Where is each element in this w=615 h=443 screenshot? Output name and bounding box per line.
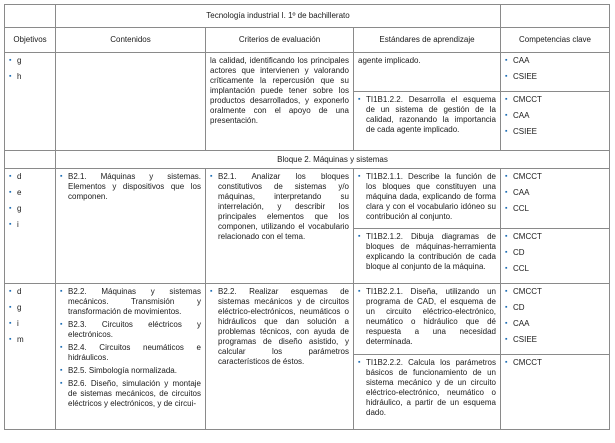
estandar-text: agente implicado. [358,56,421,65]
competencia-item: ▪ CSIEE [505,127,605,137]
estandar-cell [354,169,501,229]
bloque-title: Bloque 2. Máquinas y sistemas [56,151,610,169]
contenido-item: ▪ B2.5. Simbología normalizada. [60,366,201,376]
title-spacer-right [501,5,610,28]
estandar-item: ▪ TI1B2.1.2. Dibuja diagramas de bloques de máquinas-herramienta explicando la contribución de cada bloque al conjunto de la máquina. [358,232,496,272]
competencia-item: ▪ CAA [505,111,605,121]
estandar-item: ▪ TI1B2.2.1. Diseña, utilizando un programa de CAD, el esquema de un circuito eléctrico-electrónico, neumático o hidráulico que dé respuesta a una necesidad determinada. [358,287,496,347]
estandar-item: ▪ TI1B1.2.2. Desarrolla el esquema de un sistema de gestión de la calidad, razonando la importancia de cada agente implicado. [358,95,496,135]
criterio-cell [206,284,354,430]
objetivo-item: ▪ e [9,188,51,198]
estandar-cell [354,355,501,430]
competencias-cell [501,92,610,151]
objetivos-cell [5,284,56,430]
competencias-cell [501,53,610,92]
criterio-cell [206,169,354,284]
objetivo-item: ▪ h [9,72,51,82]
competencia-item: ▪ CAA [505,319,605,329]
table-row [5,53,610,92]
estandar-cell [354,284,501,355]
estandar-cell [354,229,501,284]
contenido-item: ▪ B2.1. Máquinas y sistemas. Elementos y dispositivos que los componen. [60,172,201,202]
header-contenidos: Contenidos [56,28,206,53]
objetivo-item: ▪ g [9,303,51,313]
title-row [5,5,610,28]
column-header-row [5,28,610,53]
objetivo-item: ▪ i [9,220,51,230]
criterio-text: la calidad, identificando los principales actores que intervienen y valorando críticamente la repercusión que su implantación puede tener sobre los productos desarrollados, y exponerlo oralmente con el apoyo de una presentación. [210,56,349,125]
competencia-item: ▪ CAA [505,56,605,66]
objetivo-item: ▪ m [9,335,51,345]
curriculum-table [4,4,610,430]
table-row [5,169,610,229]
header-objetivos: Objetivos [5,28,56,53]
objetivo-item: ▪ g [9,204,51,214]
competencia-item: ▪ CMCCT [505,172,605,182]
criterio-item: ▪ B2.2. Realizar esquemas de sistemas mecánicos y de circuitos eléctrico-electrónicos, neumáticos o hidráulicos que dan solución a problemas técnicos, con ayuda de programas de diseño asistido, y calcular los parámetros característicos de éstos. [210,287,349,367]
competencia-item: ▪ CD [505,303,605,313]
objetivo-item: ▪ d [9,172,51,182]
competencia-item: ▪ CD [505,248,605,258]
competencia-item: ▪ CSIEE [505,72,605,82]
objetivo-item: ▪ i [9,319,51,329]
contenido-item: ▪ B2.4. Circuitos neumáticos e hidráulicos. [60,343,201,363]
table-title: Tecnología industrial I. 1º de bachillerato [56,5,501,28]
competencia-item: ▪ CCL [505,264,605,274]
header-estandares: Estándares de aprendizaje [354,28,501,53]
objetivos-cell [5,169,56,284]
criterio-cell [206,53,354,151]
estandar-cell [354,53,501,92]
competencias-cell [501,284,610,355]
estandar-item: ▪ TI1B2.2.2. Calcula los parámetros básicos de funcionamiento de un sistema mecánico y de un circuito eléctrico-electrónico, neumático o hidráulico, a partir de un esquema dado. [358,358,496,418]
competencia-item: ▪ CSIEE [505,335,605,345]
bloque-row [5,151,610,169]
competencias-cell [501,169,610,229]
contenidos-cell [56,53,206,151]
criterio-item: ▪ B2.1. Analizar los bloques constitutivos de sistemas y/o máquinas, interpretando su interrelación, y describir los principales elementos que los componen, utilizando el vocabulario relacionado con el tema. [210,172,349,242]
objetivos-cell [5,53,56,151]
objetivo-item: ▪ d [9,287,51,297]
table-row [5,284,610,355]
objetivo-item: ▪ g [9,56,51,66]
estandar-cell [354,92,501,151]
competencias-cell [501,355,610,430]
title-spacer [5,5,56,28]
contenido-item: ▪ B2.6. Diseño, simulación y montaje de sistemas mecánicos, de circuitos eléctricos y electrónicos, y de circui- [60,379,201,409]
contenido-item: ▪ B2.3. Circuitos eléctricos y electrónicos. [60,320,201,340]
header-criterios: Criterios de evaluación [206,28,354,53]
estandar-item: ▪ TI1B2.1.1. Describe la función de los bloques que constituyen una máquina dada, explicando de forma clara y con el vocabulario idóneo su contribución al conjunto. [358,172,496,222]
competencia-item: ▪ CCL [505,204,605,214]
competencia-item: ▪ CMCCT [505,358,605,368]
contenidos-cell [56,169,206,284]
contenido-item: ▪ B2.2. Máquinas y sistemas mecánicos. Transmisión y transformación de movimientos. [60,287,201,317]
contenidos-cell [56,284,206,430]
header-competencias: Competencias clave [501,28,610,53]
competencia-item: ▪ CAA [505,188,605,198]
competencia-item: ▪ CMCCT [505,287,605,297]
bloque-spacer [5,151,56,169]
competencia-item: ▪ CMCCT [505,232,605,242]
competencia-item: ▪ CMCCT [505,95,605,105]
competencias-cell [501,229,610,284]
